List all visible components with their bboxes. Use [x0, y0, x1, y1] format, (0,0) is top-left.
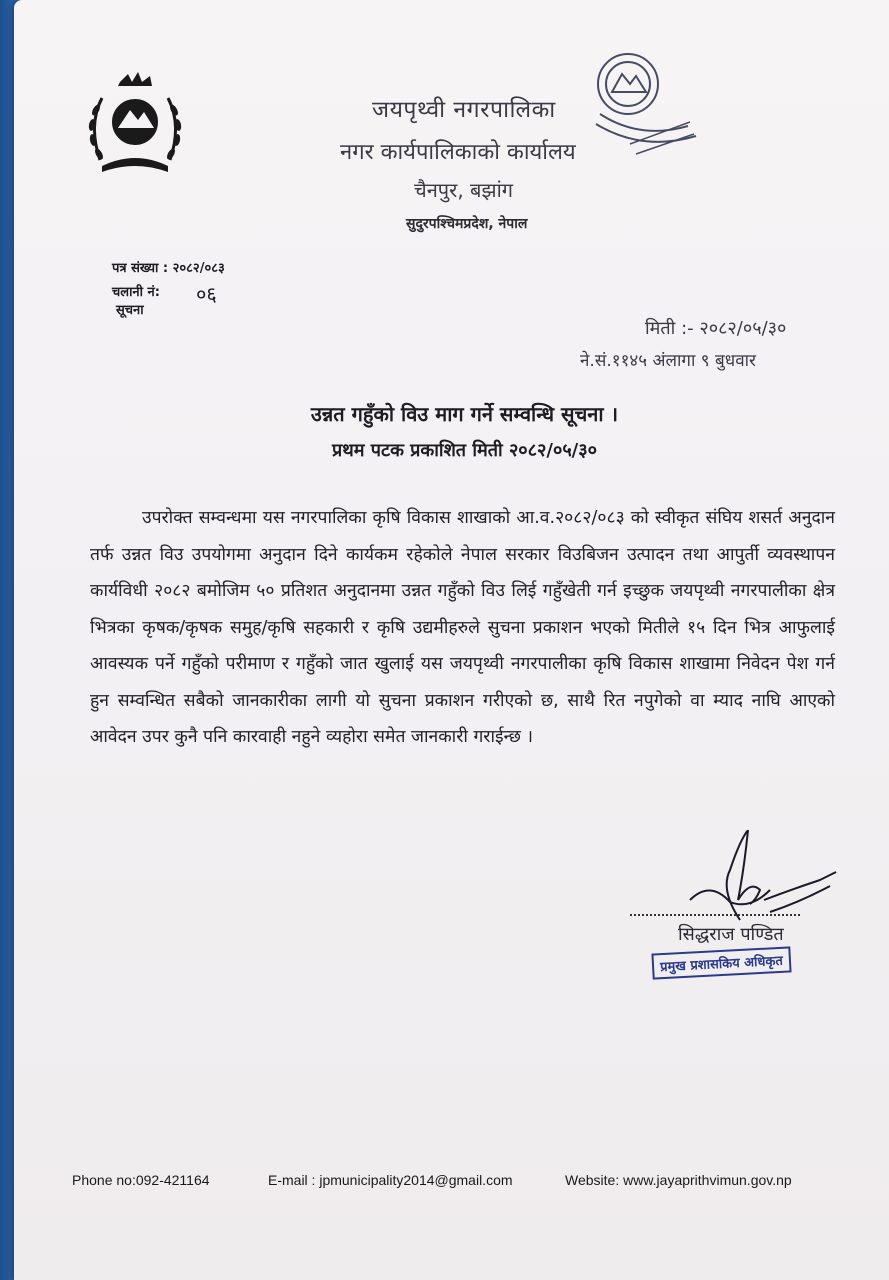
nepal-government-emblem-icon	[80, 70, 190, 180]
signature-line	[630, 914, 800, 916]
municipality-name: जयपृथ्वी नगरपालिका	[372, 97, 556, 123]
notice-title: उन्नत गहुँको विउ माग गर्ने सम्वन्धि सूचना ।	[310, 402, 619, 426]
signatory-role-stamp: प्रमुख प्रशासकिय अधिकृत	[651, 946, 791, 979]
issue-date: मिती :- २०८२/०५/३०	[645, 318, 787, 339]
letter-number-value: २०८२/०८३	[172, 261, 225, 276]
nepal-sambat-date: ने.सं.११४५ अंलागा ९ बुधवार	[580, 351, 757, 371]
handwritten-signature-icon	[660, 830, 850, 925]
letter-number-label: पत्र संख्या :	[112, 261, 169, 276]
footer-website: Website: www.jayaprithvimun.gov.np	[565, 1172, 792, 1188]
footer-email: E-mail : jpmunicipality2014@gmail.com	[268, 1172, 513, 1188]
notice-body: उपरोक्त सम्वन्धमा यस नगरपालिका कृषि विकास शाखाको आ.व.२०८२/०८३ को स्वीकृत संघिय शसर्त अनुदान तर्फ उन्नत विउ उपयोगमा अनुदान दिने कार्यकम रहेकोले नेपाल सरकार विउबिजन उत्पादन तथा आपुर्ती व्यवस्थापन कार्यविधी २०८२ बमोजिम ५० प्रतिशत अनुदानमा उन्नत गहुँको विउ लिई गहुँखेती गर्न इच्छुक जयपृथ्वी नगरपालीका क्षेत्र भित्रका कृषक/कृषक समुह/कृषि सहकारी र कृषि उद्यमीहरुले सुचना प्रकाशन भएको मितीले १५ दिन भित्र आफुलाई आवस्यक पर्ने गहुँको परीमाण र गहुँको जात खुलाई यस जयपृथ्वी नगरपालीका कृषि विकास शाखामा निवेदन पेश गर्न हुन सम्वन्धित सबैको जानकारीका लागी यो सुचना प्रकाशन गरीएको छ, साथै रित नपुगेको वा म्याद नाघि आएको आवेदन उपर कुनै पनि कारवाही नहुने व्यहोरा समेत जानकारी गराईन्छ ।	[90, 508, 835, 747]
dispatch-number-value: ०६	[196, 282, 217, 306]
notice-subtitle: प्रथम पटक प्रकाशित मिती २०८२/०५/३०	[332, 440, 597, 461]
dispatch-note: सूचना	[116, 303, 144, 318]
province-name: सुदुरपश्चिमप्रदेश, नेपाल	[406, 216, 528, 232]
letter-number	[112, 258, 225, 276]
signatory-name: सिद्धराज पण्डित	[678, 924, 784, 945]
office-location: चैनपुर, बझांग	[414, 178, 514, 202]
dispatch-number-label: चलानी नं:	[112, 285, 160, 300]
footer-phone: Phone no:092-421164	[72, 1172, 210, 1188]
municipality-seal-icon	[570, 40, 710, 170]
office-name: नगर कार्यपालिकाको कार्यालय	[340, 140, 576, 165]
